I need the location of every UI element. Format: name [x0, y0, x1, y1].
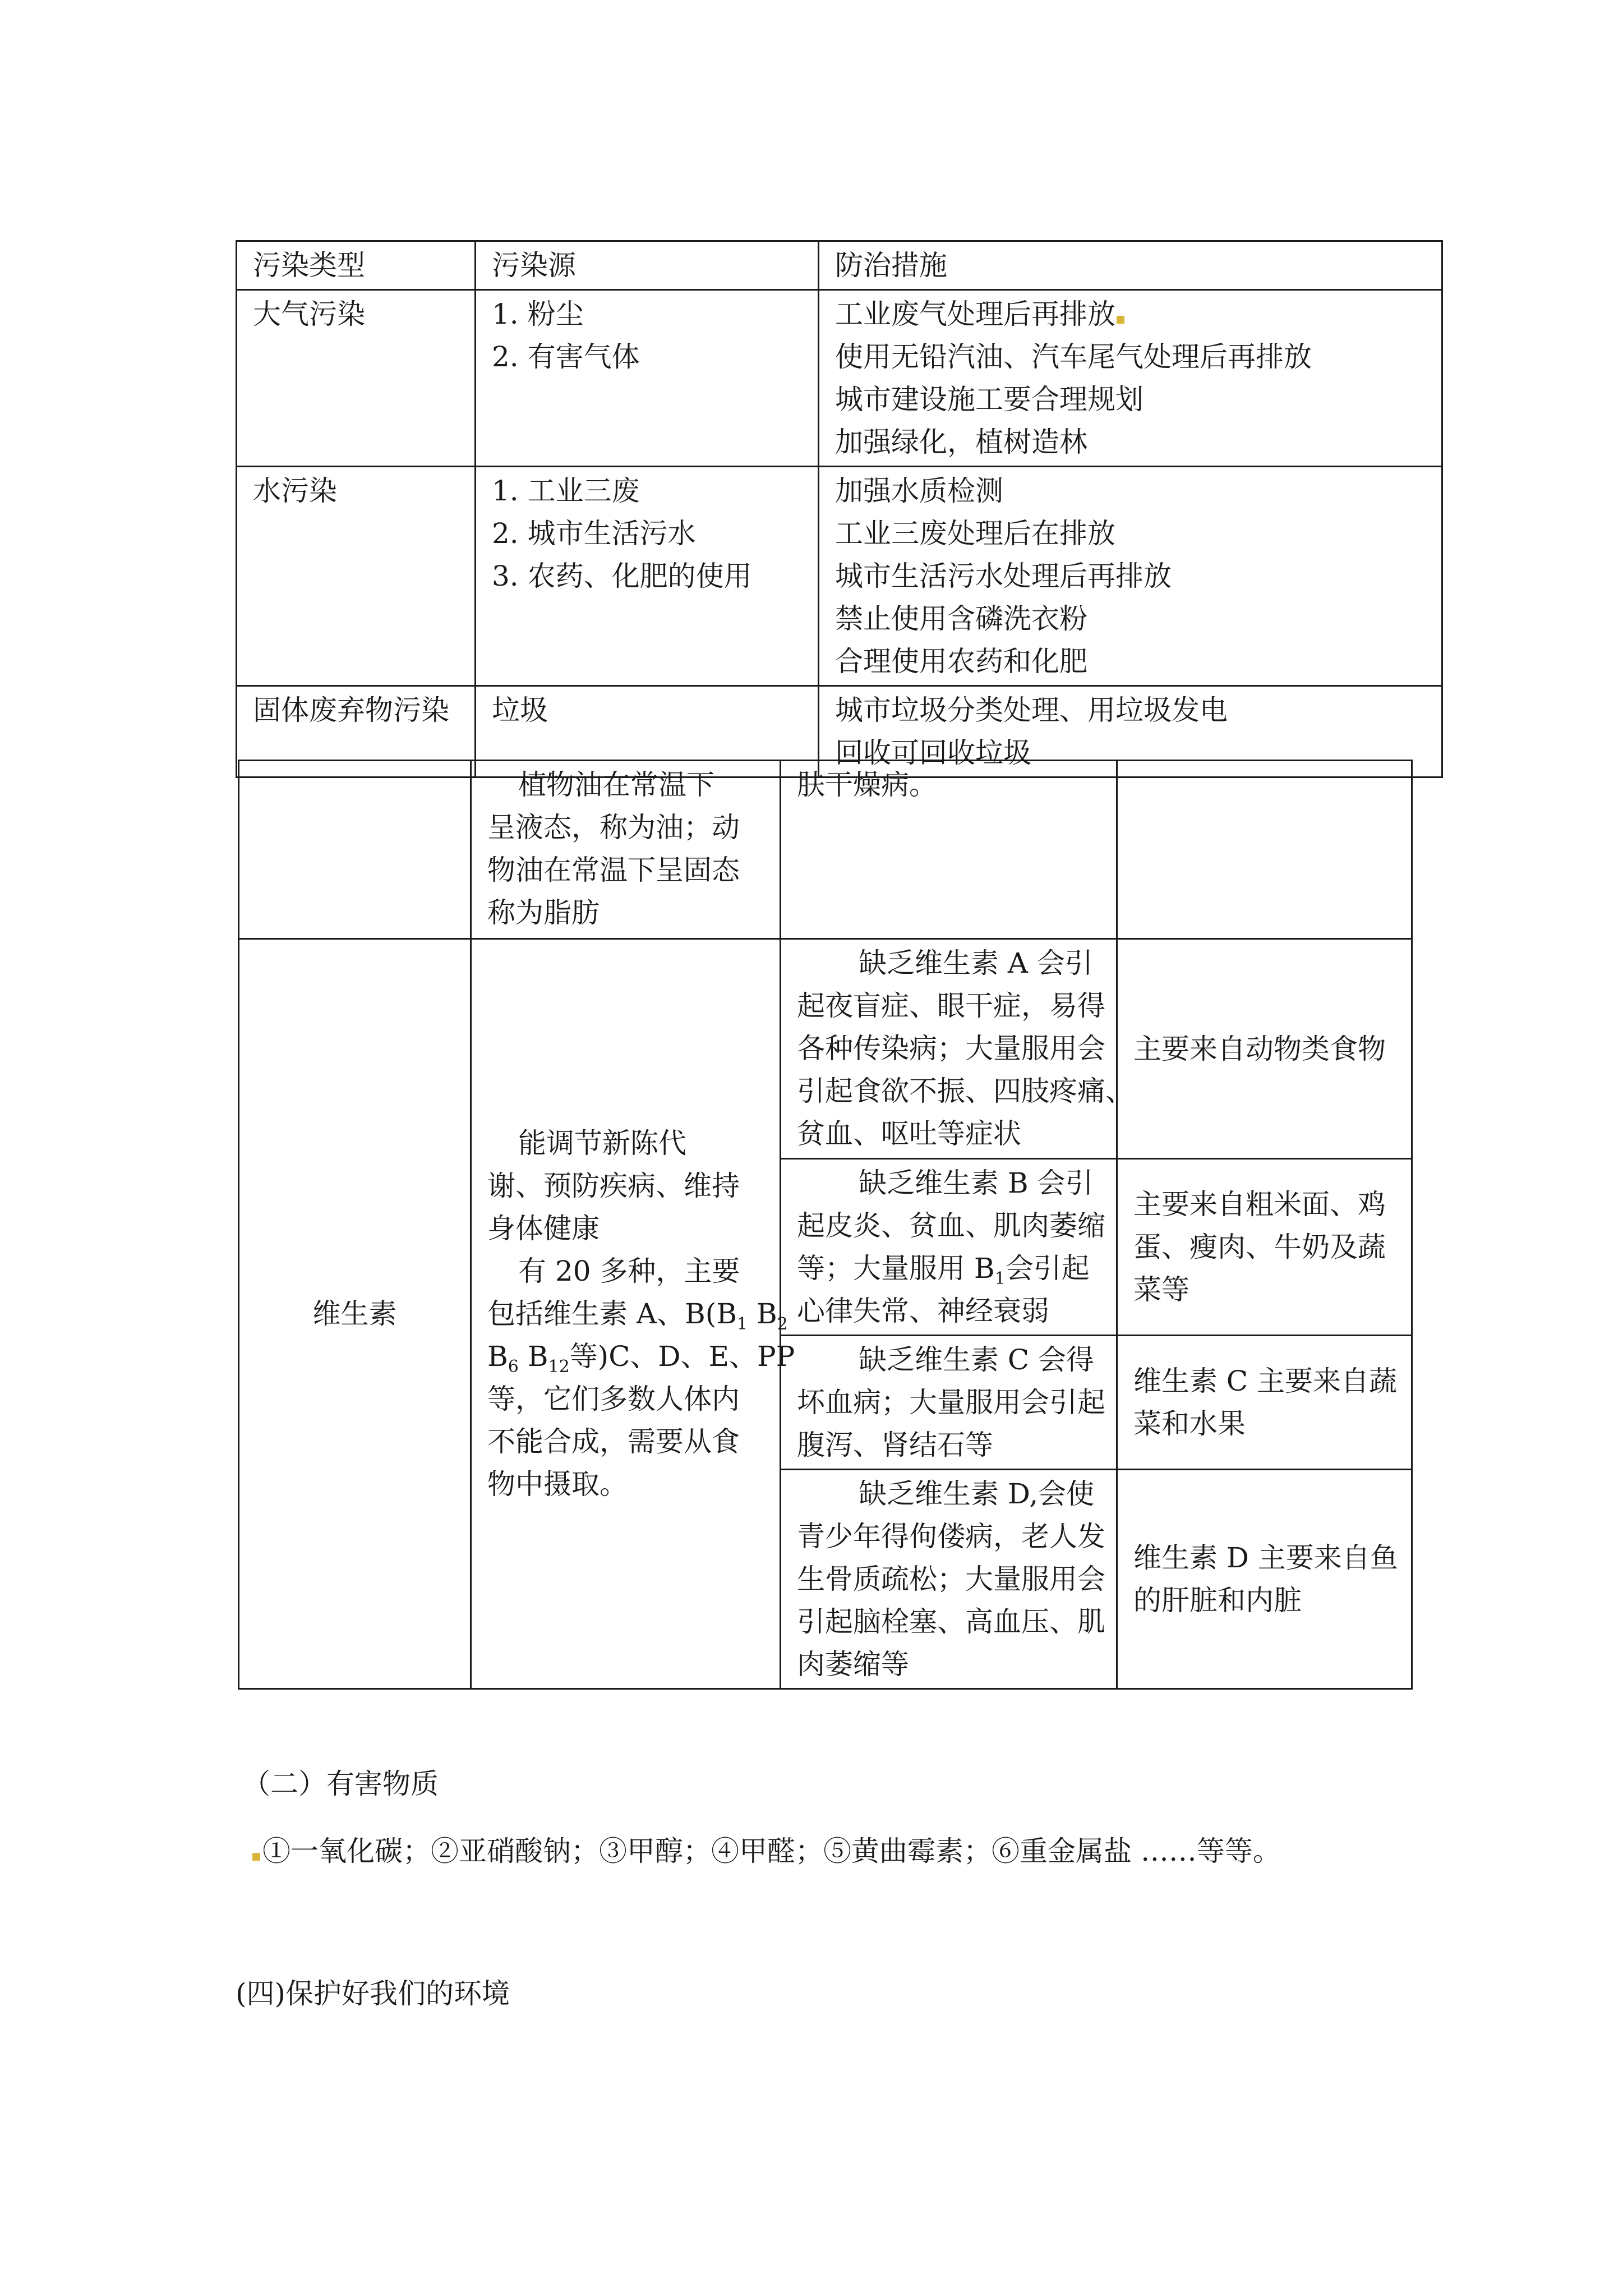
table-row [239, 761, 1412, 939]
list-item: 城市建设施工要合理规划 [835, 383, 1144, 416]
list-item: 垃圾 [492, 694, 548, 726]
deficiency-text: 引起食欲不振、四肢疼痛、 [797, 1075, 1133, 1107]
list-item: 加强绿化，植树造林 [835, 426, 1087, 458]
list-item: 1. 工业三废 [492, 475, 640, 507]
source-text: 主要来自动物类食物 [1133, 1032, 1386, 1065]
nutrient-name-cell [239, 939, 471, 1689]
function-text: 物中摄取。 [487, 1468, 628, 1501]
pollution-type-cell: 大气污染 [237, 290, 476, 467]
deficiency-cell [781, 1470, 1117, 1689]
function-text: 包括维生素 A、$B(B_1$ $B_2$ [487, 1297, 788, 1334]
deficiency-text: 引起脑栓塞、高血压、肌 [797, 1605, 1105, 1638]
deficiency-text: 腹泻、肾结石等 [797, 1429, 993, 1461]
source-text: 蛋、瘦肉、牛奶及蔬 [1133, 1231, 1386, 1263]
deficiency-text: 缺乏维生素 A 会引 [859, 947, 1093, 979]
source-text: 菜等 [1133, 1273, 1189, 1306]
prevention-measures-cell [819, 467, 1442, 686]
edit-mark-icon [252, 1853, 260, 1861]
list-item: 1. 粉尘 [492, 298, 584, 330]
deficiency-text: 缺乏维生素 D,会使 [859, 1478, 1095, 1510]
list-item: 2. 城市生活污水 [492, 517, 696, 550]
header-prevention-measures: 防治措施 [819, 241, 1442, 290]
function-text: 呈液态，称为油；动 [487, 811, 740, 844]
food-source-cell [1117, 1159, 1412, 1336]
deficiency-cell [781, 761, 1117, 939]
deficiency-text: 青少年得佝偻病，老人发 [797, 1520, 1105, 1553]
function-text: 不能合成，需要从食 [487, 1425, 740, 1458]
section-heading-protect: (四)保护好我们的环境 [236, 1977, 510, 2010]
header-pollution-source: 污染源 [476, 241, 819, 290]
list-item: 合理使用农药和化肥 [835, 645, 1087, 678]
source-text: 维生素 C 主要来自蔬 [1133, 1365, 1398, 1397]
pollution-source-cell [476, 467, 819, 686]
pollution-type-cell: 水污染 [237, 467, 476, 686]
function-text: 身体健康 [487, 1212, 600, 1245]
deficiency-text: 生骨质疏松；大量服用会 [797, 1563, 1105, 1595]
pollution-type-cell: 固体废弃物污染 [237, 686, 476, 777]
list-item: 回收可回收垃圾 [835, 737, 1031, 769]
list-item: 禁止使用含磷洗衣粉 [835, 602, 1087, 635]
table-row [237, 290, 1442, 467]
list-item: 2. 有害气体 [492, 341, 640, 373]
list-item: 城市生活污水处理后再排放 [835, 560, 1172, 592]
list-item: 加强水质检测 [835, 475, 1003, 507]
source-text: 主要来自粗米面、鸡 [1133, 1188, 1386, 1221]
edit-mark-icon [1117, 316, 1124, 324]
list-item: 工业三废处理后在排放 [835, 517, 1115, 550]
deficiency-text: 坏血病；大量服用会引起 [797, 1386, 1105, 1419]
harmful-substances-text: ①一氧化碳；②亚硝酸钠；③甲醇；④甲醛；⑤黄曲霉素；⑥重金属盐 ……等等。 [251, 1830, 1281, 1872]
pollution-table-header-row [237, 241, 1442, 290]
function-text: 物油在常温下呈固态 [487, 854, 740, 886]
deficiency-text: 各种传染病；大量服用会 [797, 1032, 1105, 1065]
pollution-source-cell [476, 290, 819, 467]
nutrient-table [238, 760, 1413, 1690]
prevention-measures-cell [819, 290, 1442, 467]
food-source-cell [1117, 1470, 1412, 1689]
deficiency-cell [781, 1336, 1117, 1470]
nutrient-function-cell [471, 939, 795, 1689]
deficiency-text: 心律失常、神经衰弱 [797, 1295, 1049, 1327]
function-text: 谢、预防疾病、维持 [487, 1170, 740, 1202]
deficiency-text: 缺乏维生素 B 会引 [859, 1167, 1094, 1199]
function-text: 植物油在常温下 [518, 769, 714, 801]
source-text: 的肝脏和内脏 [1133, 1584, 1302, 1617]
function-text: 有 20 多种，主要 [518, 1255, 740, 1287]
nutrient-name-cell [239, 761, 471, 939]
function-text: 能调节新陈代 [518, 1127, 686, 1159]
deficiency-cell [781, 1159, 1117, 1336]
function-text: $B_6$ $B_{12}$等)C、D、E、PP [487, 1340, 795, 1377]
list-item: 城市垃圾分类处理、用垃圾发电 [835, 694, 1228, 726]
function-text: 称为脂肪 [487, 896, 600, 929]
deficiency-text: 贫血、呕吐等症状 [797, 1117, 1021, 1150]
list-item: 3. 农药、化肥的使用 [492, 560, 752, 592]
deficiency-text: 起皮炎、贫血、肌肉萎缩 [797, 1209, 1105, 1242]
deficiency-text: 肉萎缩等 [797, 1648, 909, 1681]
food-source-cell [1117, 761, 1412, 939]
table-row [237, 467, 1442, 686]
source-text: 菜和水果 [1133, 1407, 1246, 1440]
list-item: 使用无铅汽油、汽车尾气处理后再排放 [835, 341, 1312, 373]
deficiency-text: 肤干燥病。 [797, 769, 937, 801]
nutrient-name: 维生素 [312, 1297, 397, 1330]
list-item: 工业废气处理后再排放 [835, 293, 1441, 335]
nutrient-function-cell [471, 761, 781, 939]
section-heading-harmful: （二）有害物质 [242, 1768, 439, 1800]
food-source-cell [1117, 939, 1412, 1159]
deficiency-cell [781, 939, 1133, 1159]
source-text: 维生素 D 主要来自鱼 [1133, 1542, 1398, 1574]
header-pollution-type: 污染类型 [237, 241, 476, 290]
deficiency-text: 等；大量服用 $B_1$会引起 [797, 1252, 1090, 1289]
table-row [239, 939, 1412, 1159]
function-text: 等，它们多数人体内 [487, 1383, 740, 1415]
deficiency-text: 缺乏维生素 C 会得 [859, 1343, 1095, 1376]
deficiency-text: 起夜盲症、眼干症，易得 [797, 990, 1105, 1022]
pollution-table [236, 240, 1443, 778]
food-source-cell [1117, 1336, 1412, 1470]
